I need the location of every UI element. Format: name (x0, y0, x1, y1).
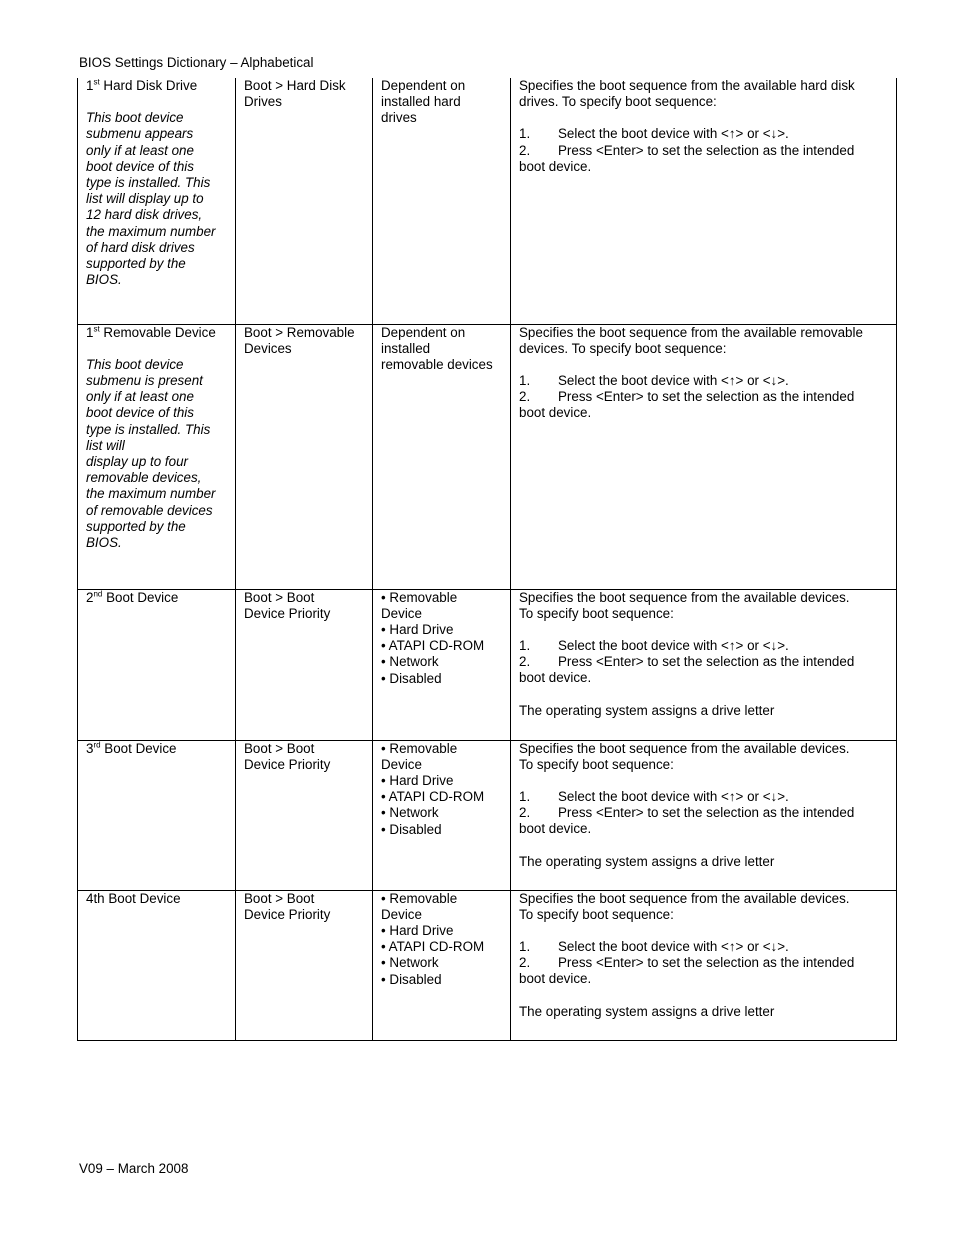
note-line: submenu appears (86, 126, 194, 142)
setting-name-cell (78, 324, 236, 589)
step-item (519, 126, 888, 142)
step-number: 2. (519, 654, 531, 670)
description-line: devices. To specify boot sequence: (519, 340, 727, 356)
description-line: To specify boot sequence: (519, 906, 674, 922)
step-number: 2. (519, 955, 531, 971)
option-line: installed (381, 340, 431, 356)
step-number: 2. (519, 805, 531, 821)
setting-name-text: Hard Disk Drive (99, 78, 198, 93)
step-text: Select the boot device with <↑> or <↓>. (558, 637, 789, 653)
step-item (519, 143, 888, 159)
menu-path-line: Boot > Hard Disk (244, 78, 346, 93)
drive-letter-note: The operating system assigns a drive letter (519, 1003, 775, 1019)
drive-letter-note: The operating system assigns a drive letter (519, 702, 775, 718)
menu-path-line: Boot > Boot (244, 740, 315, 756)
step-item (519, 373, 888, 389)
step-text: Press <Enter> to set the selection as the intended (558, 805, 855, 821)
option-line: drives (381, 110, 417, 126)
note-line: only if at least one (86, 142, 194, 158)
menu-path-cell (236, 890, 373, 1040)
menu-path-line: Drives (244, 94, 282, 110)
description-line: To specify boot sequence: (519, 605, 674, 621)
option-line: • ATAPI CD-ROM (381, 789, 485, 805)
description-line: Specifies the boot sequence from the available hard disk (519, 78, 855, 93)
setting-name (86, 78, 227, 94)
setting-name-cell (78, 890, 236, 1040)
option-line: • Network (381, 955, 439, 971)
menu-path-line: Boot > Boot (244, 890, 315, 906)
ordinal-suffix: st (93, 78, 100, 87)
setting-note (86, 357, 227, 551)
note-line: BIOS. (86, 534, 122, 550)
description-cell (511, 324, 897, 589)
option-line: Device (381, 756, 422, 772)
menu-path-line: Boot > Boot (244, 589, 315, 605)
setting-name-text: Removable Device (99, 324, 216, 340)
ordinal-suffix: rd (93, 740, 101, 750)
setting-name (86, 325, 227, 341)
setting-name-ordinal: 2 (86, 589, 94, 605)
step-item (519, 805, 888, 821)
menu-path-line: Device Priority (244, 906, 331, 922)
note-line: the maximum number (86, 223, 216, 239)
options-cell (373, 890, 511, 1040)
step-continuation: boot device. (519, 405, 592, 421)
ordinal-suffix: nd (93, 589, 103, 599)
note-line: supported by the (86, 518, 186, 534)
menu-path-cell (236, 324, 373, 589)
options-cell (373, 78, 511, 324)
step-number: 1. (519, 372, 531, 388)
setting-name-text: Boot Device (100, 740, 177, 756)
note-line: of removable devices (86, 502, 213, 518)
option-line: • Disabled (381, 971, 442, 987)
note-line: the maximum number (86, 486, 216, 502)
table-row (78, 589, 897, 740)
option-line: • Hard Drive (381, 621, 454, 637)
option-line: • Hard Drive (381, 922, 454, 938)
step-number: 2. (519, 389, 531, 405)
step-text: Select the boot device with <↑> or <↓>. (558, 938, 789, 954)
page-footer: V09 – March 2008 (79, 1161, 189, 1176)
step-text: Press <Enter> to set the selection as the intended (558, 142, 855, 158)
table-row (78, 740, 897, 890)
step-item (519, 654, 888, 670)
note-line: 12 hard disk drives, (86, 207, 203, 223)
description-line: Specifies the boot sequence from the available devices. (519, 740, 850, 756)
menu-path-line: Device Priority (244, 756, 331, 772)
description-line: Specifies the boot sequence from the available removable (519, 324, 863, 340)
menu-path-line: Device Priority (244, 605, 331, 621)
step-text: Select the boot device with <↑> or <↓>. (558, 788, 789, 804)
step-continuation: boot device. (519, 821, 592, 837)
option-line: Device (381, 906, 422, 922)
option-line: • Hard Drive (381, 772, 454, 788)
bios-settings-table (77, 78, 897, 1041)
option-line: Dependent on (381, 78, 466, 93)
setting-name-cell (78, 78, 236, 324)
option-line: installed hard (381, 94, 461, 110)
step-item (519, 638, 888, 654)
step-text: Press <Enter> to set the selection as the intended (558, 654, 855, 670)
option-line: removable devices (381, 356, 493, 372)
option-line: • ATAPI CD-ROM (381, 939, 485, 955)
description-line: To specify boot sequence: (519, 756, 674, 772)
step-continuation: boot device. (519, 158, 592, 174)
note-line: list will (86, 437, 125, 453)
setting-name (86, 741, 227, 757)
step-text: Press <Enter> to set the selection as the intended (558, 389, 855, 405)
setting-name-ordinal: 1 (86, 324, 94, 340)
option-line: • Network (381, 654, 439, 670)
note-line: BIOS. (86, 272, 122, 288)
option-line: • Removable (381, 890, 458, 906)
table-row (78, 78, 897, 324)
description-line: Specifies the boot sequence from the available devices. (519, 890, 850, 906)
menu-path-cell (236, 740, 373, 890)
menu-path-cell (236, 589, 373, 740)
note-line: only if at least one (86, 389, 194, 405)
description-cell (511, 890, 897, 1040)
options-cell (373, 324, 511, 589)
note-line: of hard disk drives (86, 239, 195, 255)
note-line: type is installed. This (86, 421, 211, 437)
note-line: supported by the (86, 256, 186, 272)
step-text: Press <Enter> to set the selection as the intended (558, 955, 855, 971)
note-line: display up to four (86, 453, 188, 469)
option-line: Device (381, 605, 422, 621)
step-continuation: boot device. (519, 670, 592, 686)
option-line: • Disabled (381, 670, 442, 686)
setting-name-cell (78, 589, 236, 740)
note-line: submenu is present (86, 372, 203, 388)
description-line: drives. To specify boot sequence: (519, 94, 717, 110)
step-item (519, 789, 888, 805)
note-line: list will display up to (86, 191, 204, 207)
drive-letter-note: The operating system assigns a drive letter (519, 853, 775, 869)
setting-name (86, 590, 227, 606)
ordinal-suffix: st (93, 324, 100, 334)
note-line: type is installed. This (86, 175, 211, 191)
option-line: • Network (381, 805, 439, 821)
option-line: • Removable (381, 589, 458, 605)
menu-path-cell (236, 78, 373, 324)
description-cell (511, 740, 897, 890)
step-number: 1. (519, 788, 531, 804)
setting-name-ordinal: 1 (86, 78, 94, 93)
setting-name-ordinal: 3 (86, 740, 94, 756)
option-line: • ATAPI CD-ROM (381, 638, 485, 654)
step-text: Select the boot device with <↑> or <↓>. (558, 126, 789, 142)
table-row (78, 324, 897, 589)
setting-note (86, 110, 227, 288)
note-line: removable devices, (86, 470, 202, 486)
description-cell (511, 78, 897, 324)
table-row (78, 890, 897, 1040)
step-text: Select the boot device with <↑> or <↓>. (558, 372, 789, 388)
page-header: BIOS Settings Dictionary – Alphabetical (79, 55, 314, 70)
setting-name-cell (78, 740, 236, 890)
option-line: Dependent on (381, 324, 466, 340)
step-number: 1. (519, 637, 531, 653)
note-line: boot device of this (86, 158, 194, 174)
step-item (519, 939, 888, 955)
step-item (519, 389, 888, 405)
setting-name-ordinal: 4th Boot Device (86, 890, 181, 906)
note-line: boot device of this (86, 405, 194, 421)
menu-path-line: Devices (244, 340, 292, 356)
menu-path-line: Boot > Removable (244, 324, 355, 340)
note-line: This boot device (86, 110, 184, 126)
options-cell (373, 589, 511, 740)
setting-name-text: Boot Device (102, 589, 179, 605)
step-number: 1. (519, 126, 531, 142)
step-item (519, 955, 888, 971)
step-number: 1. (519, 938, 531, 954)
option-line: • Removable (381, 740, 458, 756)
step-continuation: boot device. (519, 971, 592, 987)
setting-name (86, 891, 227, 907)
note-line: This boot device (86, 356, 184, 372)
description-cell (511, 589, 897, 740)
description-line: Specifies the boot sequence from the available devices. (519, 589, 850, 605)
option-line: • Disabled (381, 821, 442, 837)
step-number: 2. (519, 142, 531, 158)
options-cell (373, 740, 511, 890)
